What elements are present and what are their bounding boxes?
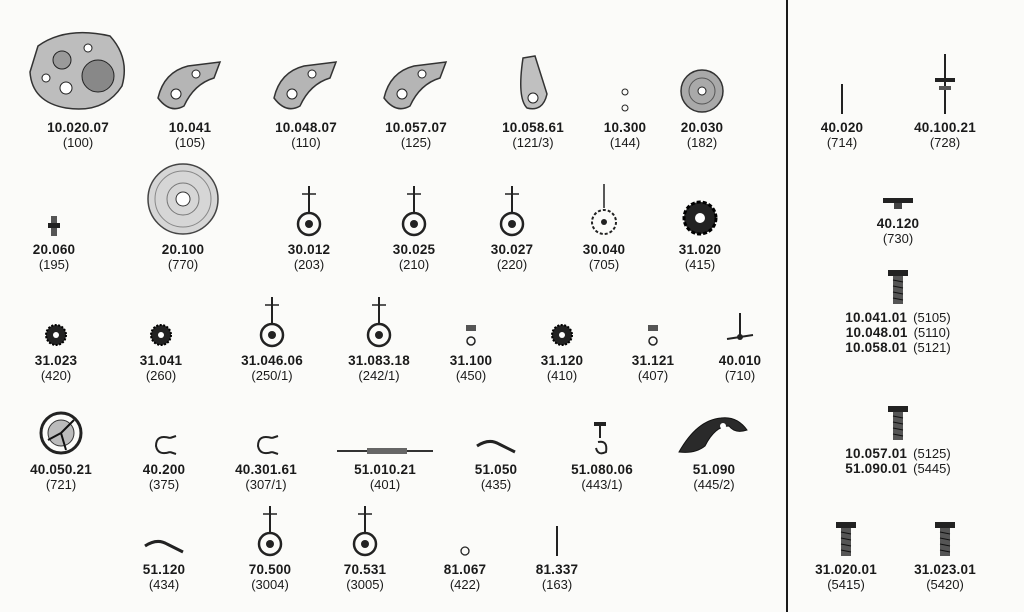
part-number: 10.041.01 bbox=[845, 310, 908, 325]
part-number: 10.048.07 bbox=[275, 120, 337, 135]
wheel-icon bbox=[217, 233, 327, 353]
screw-icon bbox=[887, 406, 909, 446]
part-number: 31.120 bbox=[540, 353, 584, 368]
part-reference: (730) bbox=[882, 231, 914, 246]
part-reference: (195) bbox=[38, 257, 70, 272]
part-number: 40.100.21 bbox=[914, 120, 976, 135]
part-reference: (144) bbox=[609, 135, 641, 150]
part-item bbox=[659, 342, 769, 492]
part-item bbox=[843, 96, 953, 246]
part-number: 10.020.07 bbox=[47, 120, 109, 135]
part-number: 10.041 bbox=[168, 120, 212, 135]
bridge-icon bbox=[251, 0, 361, 120]
part-reference: (307/1) bbox=[245, 477, 287, 492]
part-reference: (110) bbox=[291, 135, 321, 150]
gear-icon bbox=[1, 233, 111, 353]
part-reference: (121/3) bbox=[512, 135, 554, 150]
part-number: 70.531 bbox=[343, 562, 387, 577]
part-reference: (210) bbox=[398, 257, 430, 272]
part-reference: (705) bbox=[588, 257, 620, 272]
part-number: 30.012 bbox=[287, 242, 331, 257]
part-number: 31.041 bbox=[139, 353, 183, 368]
part-number: 40.200 bbox=[142, 462, 186, 477]
part-number: 10.048.01 bbox=[845, 325, 908, 340]
part-number: 31.100 bbox=[449, 353, 493, 368]
part-number: 20.060 bbox=[32, 242, 76, 257]
part-reference: (445/2) bbox=[693, 477, 735, 492]
part-number: 51.080.06 bbox=[571, 462, 633, 477]
part-item bbox=[109, 442, 219, 592]
part-number: 31.020.01 bbox=[815, 562, 877, 577]
part-number: 51.050 bbox=[474, 462, 518, 477]
part-reference: (375) bbox=[148, 477, 180, 492]
part-number: 81.067 bbox=[443, 562, 487, 577]
part-number: 31.046.06 bbox=[241, 353, 303, 368]
setting-lever-icon bbox=[659, 342, 769, 462]
part-reference: (3004) bbox=[251, 577, 289, 592]
part-reference: (721) bbox=[45, 477, 77, 492]
part-reference: (401) bbox=[369, 477, 401, 492]
part-reference: (5105) bbox=[913, 310, 951, 325]
screw-row bbox=[845, 310, 950, 325]
part-reference: (714) bbox=[826, 135, 858, 150]
part-reference: (443/1) bbox=[581, 477, 623, 492]
part-reference: (410) bbox=[546, 368, 578, 383]
wheel-icon bbox=[359, 122, 469, 242]
part-item bbox=[502, 442, 612, 592]
part-number: 31.023 bbox=[34, 353, 78, 368]
part-number: 30.027 bbox=[490, 242, 534, 257]
escape-wheel-icon bbox=[549, 122, 659, 242]
part-reference: (435) bbox=[480, 477, 512, 492]
part-reference: (728) bbox=[929, 135, 961, 150]
part-number: 40.010 bbox=[718, 353, 762, 368]
arbor-icon bbox=[0, 122, 109, 242]
part-number: 10.057.07 bbox=[385, 120, 447, 135]
screw-icon bbox=[887, 270, 909, 310]
part-number: 10.300 bbox=[603, 120, 647, 135]
screw-row bbox=[845, 340, 950, 355]
gear-icon bbox=[106, 233, 216, 353]
part-reference: (420) bbox=[40, 368, 72, 383]
screw-row bbox=[845, 446, 950, 461]
ratchet-icon bbox=[645, 122, 755, 242]
wheel-icon bbox=[215, 442, 325, 562]
part-number: 40.020 bbox=[820, 120, 864, 135]
wheel-icon bbox=[254, 122, 364, 242]
part-number: 51.090 bbox=[692, 462, 736, 477]
part-number: 81.337 bbox=[535, 562, 579, 577]
spring-icon bbox=[109, 442, 219, 562]
screw-group bbox=[788, 270, 1008, 355]
part-reference: (415) bbox=[684, 257, 716, 272]
part-reference: (242/1) bbox=[358, 368, 400, 383]
bridge-icon bbox=[135, 0, 245, 120]
wheel-icon bbox=[310, 442, 420, 562]
part-reference: (260) bbox=[145, 368, 177, 383]
part-number: 51.010.21 bbox=[354, 462, 416, 477]
part-reference: (422) bbox=[449, 577, 481, 592]
pin-icon bbox=[502, 442, 612, 562]
part-reference: (770) bbox=[167, 257, 199, 272]
barrel-icon bbox=[647, 0, 757, 120]
part-number: 40.301.61 bbox=[235, 462, 297, 477]
part-reference: (182) bbox=[686, 135, 718, 150]
part-number: 31.023.01 bbox=[914, 562, 976, 577]
balance-icon bbox=[6, 342, 116, 462]
part-reference: (5415) bbox=[827, 577, 865, 592]
part-reference: (407) bbox=[637, 368, 669, 383]
roller-icon bbox=[843, 96, 953, 216]
part-reference: (250/1) bbox=[251, 368, 293, 383]
part-number: 70.500 bbox=[248, 562, 292, 577]
part-number: 10.058.01 bbox=[845, 340, 908, 355]
part-reference: (100) bbox=[62, 135, 94, 150]
part-item bbox=[215, 442, 325, 592]
part-reference: (5125) bbox=[913, 446, 951, 461]
part-reference: (5420) bbox=[926, 577, 964, 592]
part-item bbox=[310, 442, 420, 592]
part-number: 10.057.01 bbox=[845, 446, 908, 461]
part-number: 51.090.01 bbox=[845, 461, 908, 476]
part-reference: (3005) bbox=[346, 577, 384, 592]
part-reference: (450) bbox=[455, 368, 487, 383]
mainplate-icon bbox=[23, 0, 133, 120]
part-number: 30.040 bbox=[582, 242, 626, 257]
bridge-icon bbox=[361, 0, 471, 120]
part-number: 31.083.18 bbox=[348, 353, 410, 368]
part-number: 20.100 bbox=[161, 242, 205, 257]
part-number: 30.025 bbox=[392, 242, 436, 257]
part-number: 40.120 bbox=[876, 216, 920, 231]
part-reference: (105) bbox=[174, 135, 206, 150]
part-reference: (163) bbox=[541, 577, 573, 592]
part-reference: (5110) bbox=[913, 325, 951, 340]
part-number: 10.058.61 bbox=[502, 120, 564, 135]
part-reference: (434) bbox=[148, 577, 180, 592]
lever-icon bbox=[685, 233, 795, 353]
screw-group bbox=[788, 406, 1008, 476]
part-reference: (5121) bbox=[913, 340, 951, 355]
part-number: 31.121 bbox=[631, 353, 675, 368]
part-reference: (710) bbox=[724, 368, 756, 383]
screw-row bbox=[846, 325, 950, 340]
mainspring-icon bbox=[128, 122, 238, 242]
part-number: 40.050.21 bbox=[30, 462, 92, 477]
part-reference: (5445) bbox=[913, 461, 951, 476]
part-reference: (220) bbox=[496, 257, 528, 272]
part-number: 20.030 bbox=[680, 120, 724, 135]
part-number: 51.120 bbox=[142, 562, 186, 577]
part-reference: (203) bbox=[293, 257, 325, 272]
screw-row bbox=[845, 461, 950, 476]
part-number: 31.020 bbox=[678, 242, 722, 257]
part-item bbox=[6, 342, 116, 492]
part-reference: (125) bbox=[400, 135, 432, 150]
